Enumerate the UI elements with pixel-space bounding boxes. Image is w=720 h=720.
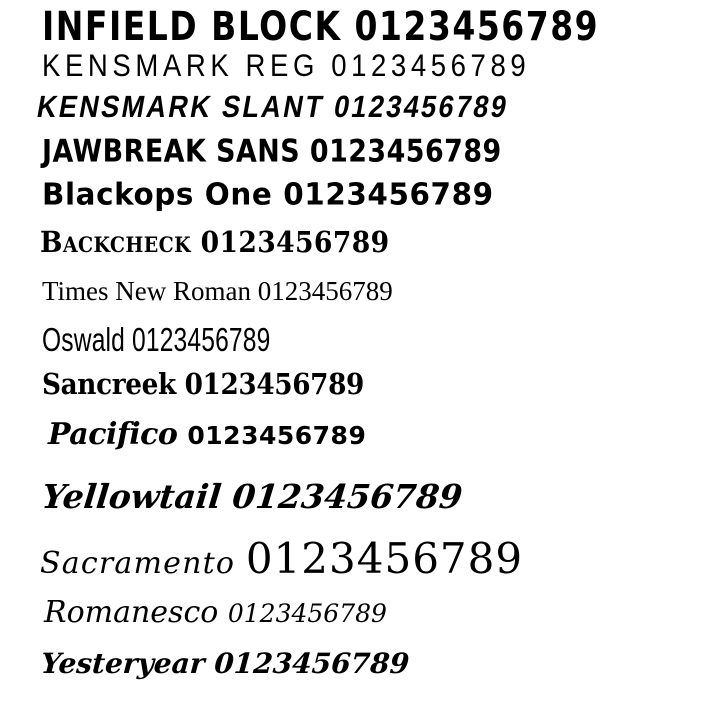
font-specimen-row-yesteryear (39, 647, 720, 680)
font-specimen-row-sancreek (42, 366, 719, 402)
specimen-line-text: Backcheck 0123456789 (40, 224, 390, 260)
specimen-line-text: Yellowtail 0123456789 (40, 477, 465, 516)
specimen-line-text: Oswald 0123456789 (42, 321, 271, 359)
font-specimen-row-infield-block (42, 2, 720, 50)
specimen-line-text: INFIELD BLOCK 0123456789 (42, 2, 600, 50)
font-specimen-row-yellowtail (40, 477, 720, 516)
specimen-line-text: Blackops One 0123456789 (42, 176, 494, 213)
font-specimen-row-pacifico (48, 417, 720, 452)
font-specimen-row-jawbreak-sans (42, 132, 720, 169)
specimen-digits: 0123456789 (227, 599, 387, 628)
specimen-line-text: JAWBREAK SANS 0123456789 (42, 132, 502, 169)
font-specimen-row-times-new-roman (42, 278, 720, 305)
font-specimen-row-kensmark-reg (42, 47, 720, 84)
specimen-line-text: KENSMARK SLANT 0123456789 (34, 89, 512, 124)
specimen-digits: 0123456789 (245, 534, 524, 583)
specimen-font-name: Pacifico (48, 417, 178, 452)
specimen-font-name: Sacramento (40, 546, 236, 581)
specimen-line-text: Times New Roman 0123456789 (42, 276, 393, 306)
font-specimen-row-blackops-one (42, 176, 720, 213)
font-specimen-row-kensmark-slant (34, 89, 720, 124)
font-specimen-row-romanesco (44, 595, 720, 630)
font-specimen-row-oswald (42, 321, 632, 359)
specimen-font-name: Romanesco (44, 595, 219, 630)
font-specimen-row-sacramento (40, 534, 720, 583)
specimen-line-text: Sancreek 0123456789 (42, 366, 364, 402)
specimen-line-text: KENSMARK REG 0123456789 (42, 47, 531, 84)
specimen-digits: 0123456789 (187, 421, 367, 450)
specimen-line-text: Yesteryear 0123456789 (39, 647, 411, 680)
font-specimen-row-backcheck (40, 224, 720, 260)
